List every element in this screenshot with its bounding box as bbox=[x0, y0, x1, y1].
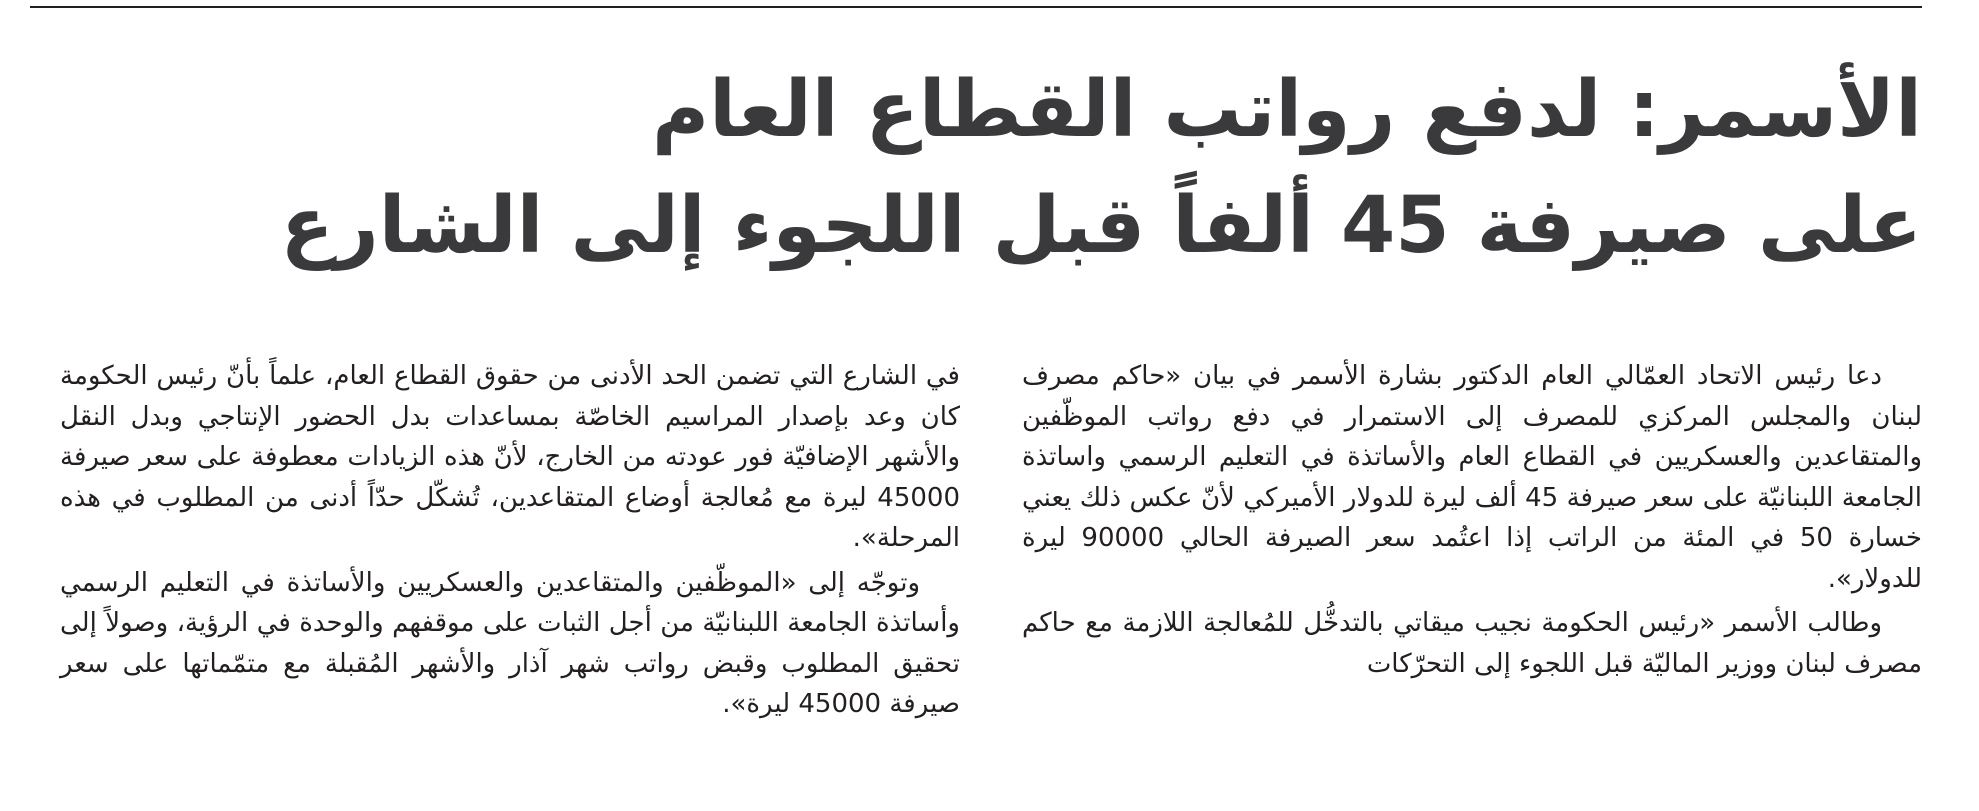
article-body bbox=[60, 356, 1922, 796]
paragraph-3: وتوجّه إلى «الموظّفين والمتقاعدين والعسكريين والأساتذة في التعليم الرسمي وأساتذة الجامعة اللبنانيّة من أجل الثبات على موقفهم والوحدة في الرؤية، وصولاً إلى تحقيق المطلوب وقبض رواتب شهر آذار والأشهر المُقبلة مع متمّماتها على سعر صيرفة 45000 ليرة». bbox=[60, 567, 960, 719]
paragraph-2-start: وطالب الأسمر «رئيس الحكومة نجيب ميقاتي بالتدخُّل للمُعالجة اللازمة مع حاكم مصرف لبنان ووزير الماليّة قبل اللجوء إلى التحرّكات bbox=[1022, 608, 1922, 679]
left-column bbox=[60, 356, 960, 725]
top-rule bbox=[30, 6, 1922, 8]
right-column bbox=[1022, 356, 1922, 684]
headline bbox=[280, 52, 1922, 284]
paragraph-2-continued: في الشارع التي تضمن الحد الأدنى من حقوق القطاع العام، علماً بأنّ رئيس الحكومة كان وعد بإصدار المراسيم الخاصّة بمساعدات بدل الحضور الإنتاجي وبدل النقل والأشهر الإضافيّة فور عودته من الخارج، لأنّ هذه الزيادات معطوفة على سعر صيرفة 45000 ليرة مع مُعالجة أوضاع المتقاعدين، تُشكّل حدّاً أدنى من المطلوب في هذه المرحلة». bbox=[60, 361, 960, 553]
headline-line-1: الأسمر: لدفع رواتب القطاع العام bbox=[651, 65, 1922, 155]
headline-line-2: على صيرفة 45 ألفاً قبل اللجوء إلى الشارع bbox=[280, 181, 1922, 271]
paragraph-1: دعا رئيس الاتحاد العمّالي العام الدكتور بشارة الأسمر في بيان «حاكم مصرف لبنان والمجلس المركزي للمصرف إلى الاستمرار في دفع رواتب الموظّفين والمتقاعدين والعسكريين في القطاع العام والأساتذة في التعليم الرسمي واساتذة الجامعة اللبنانيّة على سعر صيرفة 45 ألف ليرة للدولار الأميركي لأنّ عكس ذلك يعني خسارة 50 في المئة من الراتب إذا اعتُمد سعر الصيرفة الحالي 90000 ليرة للدولار». bbox=[1022, 361, 1922, 594]
